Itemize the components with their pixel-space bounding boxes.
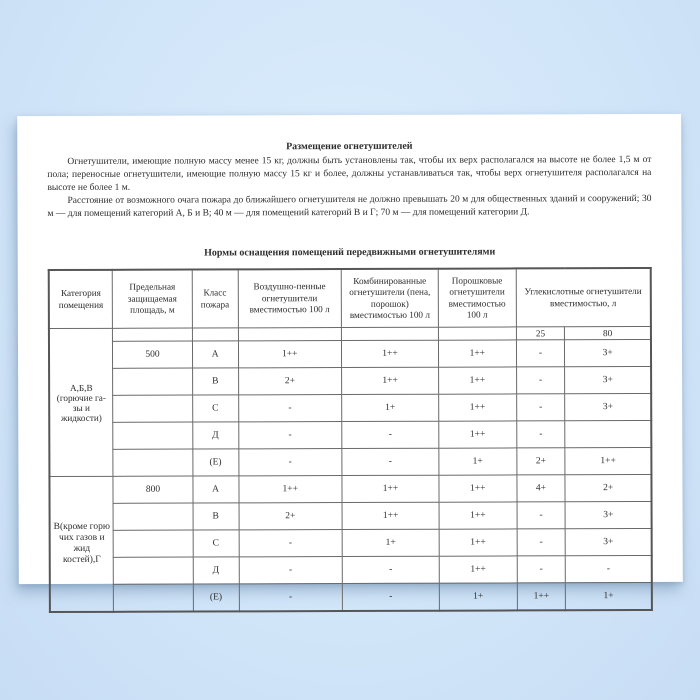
fire-class-cell: Д [193,422,239,449]
table-row-g1-b [49,366,651,395]
area-cell-empty [113,395,193,422]
co2-25-cell: - [516,421,565,448]
paragraph-distance: Расстояние от возможного очага пожара до ближайшего огнетушителя не должно превышать 20 м для общественных зданий и сооружений; 30 м — для помещений категорий А, Б и В; 40 м — для помещений категорий В и Г; 70 м — для помещений категории Д. [47,193,652,220]
powder-cell: 1++ [439,367,517,394]
area-cell-empty [113,449,193,476]
table-row-g2-e [50,582,652,612]
table-row-g1-d [49,420,651,449]
fire-class-cell: А [192,341,238,368]
fire-class-cell: (Е) [193,584,239,612]
table-row-g1-a [49,339,651,368]
powder-cell: 1++ [439,394,517,421]
co2-80-cell: 2+ [565,474,651,501]
area-cell: 500 [113,341,193,368]
spacer-cell [438,327,516,340]
table-row-g2-c [50,528,652,557]
air-foam-cell: 2+ [238,368,342,395]
co2-80-cell: 3+ [565,393,651,420]
combined-cell: 1++ [342,502,439,529]
table-row-g2-b [50,501,652,530]
fire-class-cell: С [192,395,238,422]
co2-25-cell: - [517,529,566,556]
area-cell-empty [113,530,193,557]
area-cell-empty [114,584,194,612]
powder-cell: 1++ [439,421,517,448]
fire-class-cell: А [193,476,239,503]
co2-80-cell: - [566,555,652,582]
area-cell-empty [113,422,193,449]
co2-25-cell: 4+ [517,475,566,502]
co2-80-cell: 3+ [565,339,651,366]
powder-cell: 1++ [439,475,517,502]
area-cell-empty [113,503,193,530]
doc-title: Размещение огнетушителей [286,140,413,153]
powder-cell: 1+ [439,448,517,475]
co2-25-cell: 2+ [516,448,565,475]
col-header-air-foam: Воздушно-пенные огнетушители вместимостью 100 л [238,269,342,328]
air-foam-cell: - [238,449,342,476]
table-header-row [49,268,651,329]
col-header-combined: Комбинированные огнетушители (пена, порошок) вместимостью 100 л [341,269,438,328]
spacer-cell [341,327,438,340]
co2-25-cell: 1++ [517,583,566,611]
co2-25-cell: - [516,367,565,394]
air-foam-cell: - [239,557,343,584]
spacer-cell [238,328,342,341]
document-page [17,114,683,602]
table-row-g2-a [49,474,651,503]
air-foam-cell: 2+ [239,503,343,530]
combined-cell: - [342,421,439,448]
combined-cell: 1+ [342,529,439,556]
air-foam-cell: 1++ [238,476,342,503]
col-header-area: Предельная защищаемая площадь, м [113,270,193,329]
co2-subheader-25: 25 [516,327,565,340]
combined-cell: 1+ [342,394,439,421]
fire-class-cell: Д [193,557,239,584]
fire-class-cell: В [193,503,239,530]
col-header-powder: Порошковые огнетушители вместимостью 100 л [438,268,516,327]
combined-cell: - [342,448,439,475]
norms-table [48,267,653,613]
spacer-cell [113,328,192,341]
category-cell-group2: В(кроме горю чих газов и жид костей),Г [49,476,113,612]
combined-cell: - [342,556,439,583]
area-cell: 800 [113,476,193,503]
powder-cell: 1++ [438,340,516,367]
co2-80-cell: 1+ [566,582,652,610]
powder-cell: 1+ [439,583,517,611]
area-cell-empty [113,368,193,395]
fire-class-cell: В [192,368,238,395]
combined-cell: - [342,583,439,611]
co2-subheader-80: 80 [565,326,651,339]
co2-80-cell: 3+ [565,366,651,393]
spacer-cell [192,328,238,341]
combined-cell: 1++ [342,340,439,367]
combined-cell: 1++ [342,475,439,502]
co2-25-cell: - [517,556,566,583]
air-foam-cell: - [238,422,342,449]
paragraph-placement-height: Огнетушители, имеющие полную массу менее 15 кг, должны быть установлены так, чтобы их верх располагался на высоте не более 1,5 м от пола; переносные огнетушители, имеющие полную массу 15 кг и более, должны устанавливаться так, чтобы верх огнетушителя располагался на высоте не более 1 м. [47,154,652,194]
col-header-category: Категория помещения [49,270,113,329]
air-foam-cell: - [238,395,342,422]
area-cell-empty [114,557,194,584]
combined-cell: 1++ [342,367,439,394]
air-foam-cell: - [239,530,343,557]
fire-class-cell: С [193,530,239,557]
co2-80-cell: 3+ [565,501,651,528]
col-header-co2: Углекислотные огнетушители вместимостью, л [516,268,651,327]
co2-25-cell: - [516,394,565,421]
powder-cell: 1++ [439,502,517,529]
co2-80-cell: 1++ [565,447,651,474]
table-caption: Нормы оснащения помещений передвижными огнетушителями [204,246,496,259]
co2-25-cell: - [516,340,565,367]
powder-cell: 1++ [439,556,517,583]
air-foam-cell: - [239,584,343,612]
co2-80-cell: 3+ [565,528,651,555]
co2-25-cell: - [517,502,566,529]
col-header-fire-class: Класс пожара [192,269,238,328]
table-row-g1-e [49,447,651,476]
air-foam-cell: 1++ [238,341,342,368]
co2-80-cell [565,420,651,447]
fire-class-cell: (Е) [193,449,239,476]
category-cell-group1: А,Б,В (горючие га- зы и жидкости) [49,328,113,476]
powder-cell: 1++ [439,529,517,556]
table-row-g2-d [50,555,652,584]
table-row-g1-c [49,393,651,422]
